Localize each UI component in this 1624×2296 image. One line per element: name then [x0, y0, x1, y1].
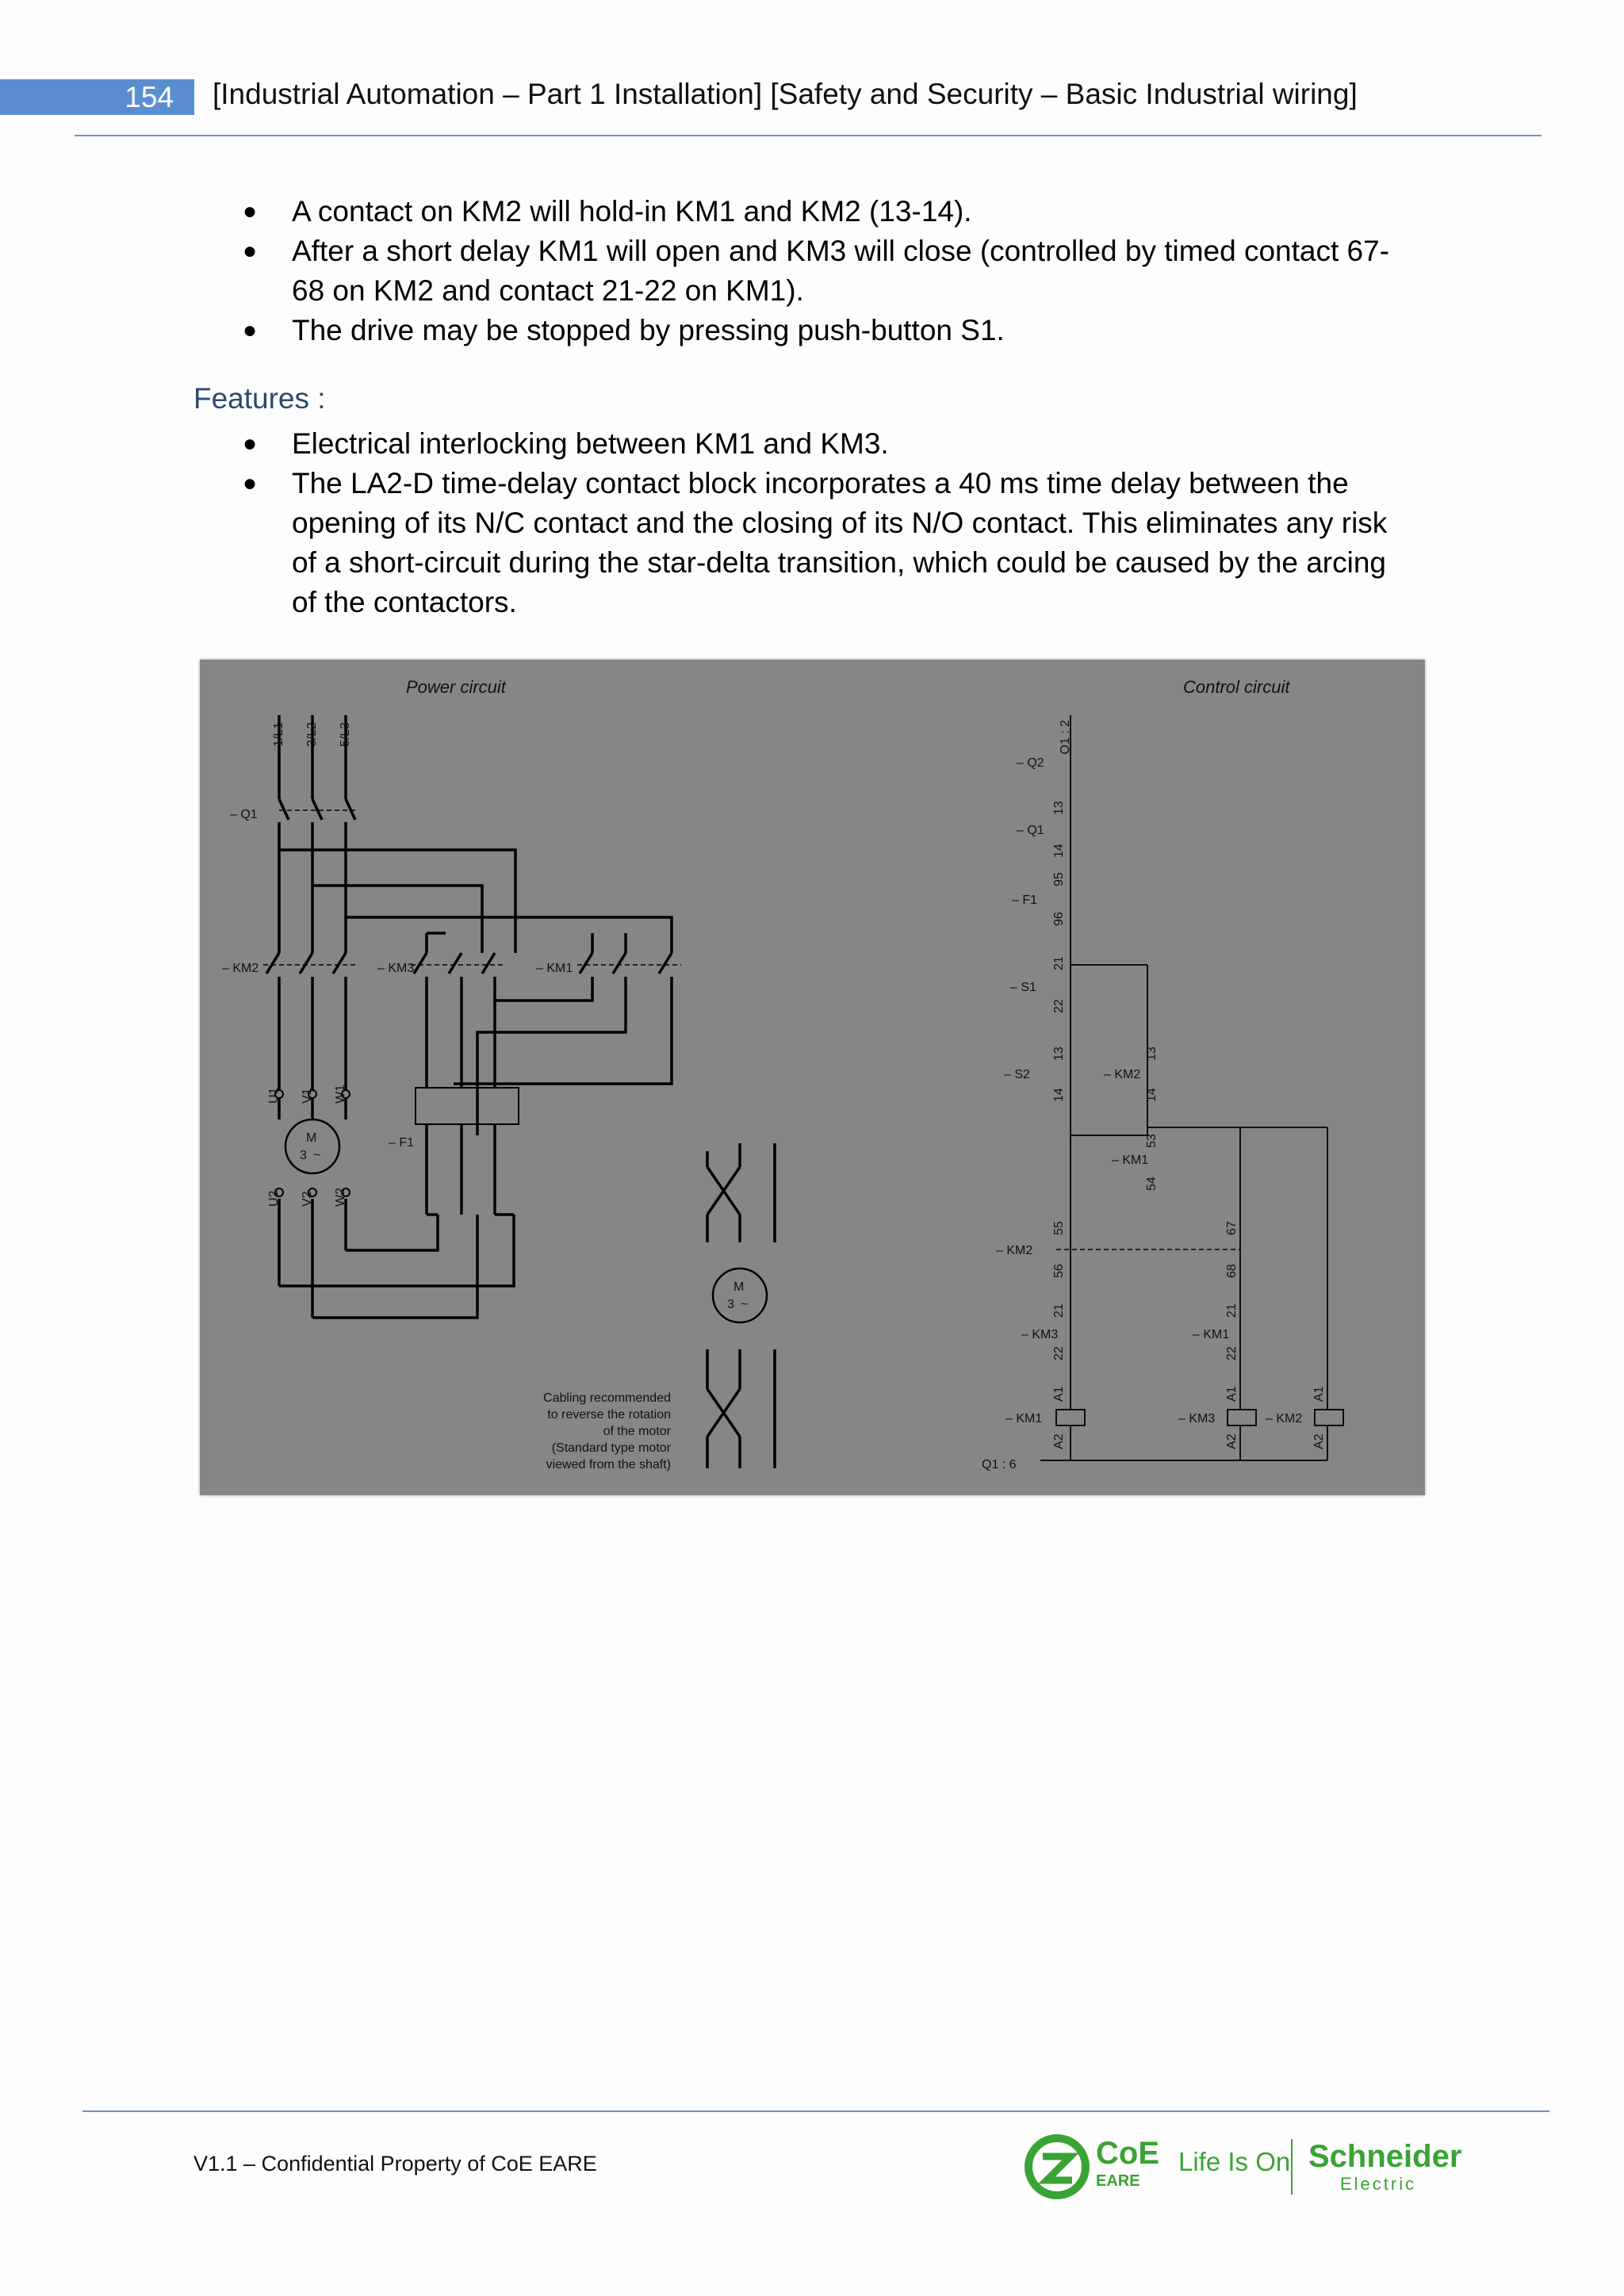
km3-contact-label: – KM3 [1021, 1328, 1059, 1341]
contact-14-label: 14 [1145, 1088, 1159, 1102]
list-item [0, 424, 1442, 464]
contact-55-label: 55 [1052, 1221, 1066, 1235]
u2-label: U2 [267, 1190, 281, 1207]
bullet-icon: ● [243, 430, 258, 457]
km2-label: – KM2 [222, 962, 259, 975]
list-item-text: of a short-circuit during the star-delta transition, which could be caused by the arcing [292, 546, 1387, 579]
contact-14-label: 14 [1052, 844, 1066, 858]
phase-l2-label: 3/L2 [305, 721, 319, 747]
km1-nc-label: – KM1 [1193, 1328, 1230, 1341]
v1-label: V1 [301, 1088, 314, 1104]
bullet-icon: ● [243, 470, 258, 496]
cabling-note-line: to reverse the rotation [547, 1408, 671, 1422]
f1-control-label: – F1 [1012, 894, 1038, 907]
phase-labels [272, 722, 352, 747]
phase-l3-label: 5/L3 [339, 721, 352, 747]
motor-m-label: M [306, 1131, 317, 1145]
header-title: [Industrial Automation – Part 1 Installation] [Safety and Security – Basic Industrial wiring] [213, 78, 1358, 110]
control-wires [1040, 715, 1343, 1460]
list-item [0, 464, 1442, 622]
list-item [0, 192, 1442, 232]
s2-label: – S2 [1004, 1068, 1030, 1081]
bullet-list-procedure [0, 192, 1442, 350]
list-item-text: A contact on KM2 will hold-in KM1 and KM2 (13-14). [292, 195, 972, 228]
km2-coil-label: – KM2 [1266, 1412, 1303, 1425]
page-number-text: 154 [124, 80, 174, 113]
contact-numbers [1052, 801, 1326, 1449]
list-item-text: After a short delay KM1 will open and KM3 will close (controlled by timed contact 67- [292, 235, 1390, 267]
w1-label: W1 [334, 1085, 347, 1104]
cabling-note-line: (Standard type motor [551, 1441, 671, 1455]
motor2-3-label: 3 [727, 1298, 734, 1311]
contact-95-label: 95 [1052, 872, 1066, 886]
cabling-note-line: of the motor [603, 1425, 671, 1438]
contact-22-label: 22 [1052, 1346, 1066, 1360]
w2-label: W2 [334, 1188, 347, 1207]
contact-56-label: 56 [1052, 1264, 1066, 1278]
header-divider [75, 135, 1542, 136]
motor-tilde-label: ~ [313, 1149, 321, 1162]
coe-logo-icon [1023, 2133, 1091, 2201]
contact-54-label: 54 [1145, 1177, 1159, 1191]
power-wires [266, 715, 672, 1318]
list-item [0, 311, 1442, 350]
contact-14-label: 14 [1052, 1088, 1066, 1102]
f1-label: – F1 [389, 1136, 415, 1150]
list-item-text: of the contactors. [292, 586, 517, 618]
q2-label: – Q2 [1017, 756, 1044, 770]
contact-22-label: 22 [1052, 999, 1066, 1013]
q1-control-label: – Q1 [1017, 824, 1044, 837]
motor-icon [285, 1119, 339, 1173]
coil-a2-label: A2 [1225, 1433, 1239, 1449]
coil-a1-label: A1 [1312, 1386, 1326, 1402]
contact-96-label: 96 [1052, 912, 1066, 926]
u1-label: U1 [267, 1087, 281, 1104]
contact-21-label: 21 [1052, 956, 1066, 970]
features-heading: Features : [193, 382, 326, 415]
coil-a1-label: A1 [1225, 1386, 1239, 1402]
footer-logos [1023, 2133, 1467, 2204]
schneider-logo-text: Schneider [1308, 2139, 1462, 2174]
contact-13-label: 13 [1052, 1047, 1066, 1061]
list-item-text: 68 on KM2 and contact 21-22 on KM1). [292, 274, 804, 307]
q1-2-label: Q1 : 2 [1059, 720, 1072, 755]
cabling-note-line: Cabling recommended [543, 1391, 671, 1405]
mechanical-links [263, 810, 1240, 1249]
km2-timed-label: – KM2 [996, 1244, 1033, 1257]
coil-a2-label: A2 [1052, 1433, 1066, 1449]
bullet-icon: ● [243, 238, 258, 264]
eare-logo-text: EARE [1096, 2172, 1140, 2190]
life-is-on-text: Life Is On [1178, 2147, 1291, 2176]
contact-13-label: 13 [1052, 801, 1066, 815]
km1-coil-label: – KM1 [1005, 1412, 1043, 1425]
power-circuit-title: Power circuit [406, 677, 506, 697]
contact-67-label: 67 [1225, 1221, 1239, 1235]
list-item-text: opening of its N/C contact and the closing of its N/O contact. This eliminates any risk [292, 507, 1388, 539]
bullet-icon: ● [243, 198, 258, 224]
control-circuit-title: Control circuit [1183, 677, 1290, 697]
footer-divider [82, 2110, 1549, 2112]
logo-divider [1291, 2139, 1293, 2195]
coil-a2-label: A2 [1312, 1433, 1326, 1449]
coe-logo-text: CoE [1096, 2136, 1159, 2171]
motor2-tilde-label: ~ [741, 1298, 749, 1311]
motor-icon [713, 1269, 767, 1322]
coil-a1-label: A1 [1052, 1386, 1066, 1402]
q1-6-label: Q1 : 6 [982, 1458, 1017, 1471]
km3-label: – KM3 [377, 962, 415, 975]
contact-53-label: 53 [1145, 1134, 1159, 1148]
list-item [0, 232, 1442, 311]
s1-label: – S1 [1010, 981, 1036, 994]
bullet-list-features [0, 424, 1442, 622]
contact-13-label: 13 [1145, 1047, 1159, 1061]
q1-label: – Q1 [230, 808, 258, 821]
contact-22-label: 22 [1225, 1346, 1239, 1360]
list-item-text: The LA2-D time-delay contact block incorporates a 40 ms time delay between the [292, 467, 1349, 499]
contact-21-label: 21 [1225, 1303, 1239, 1318]
footer-text: V1.1 – Confidential Property of CoE EARE [193, 2152, 597, 2175]
motor-3-label: 3 [300, 1149, 307, 1162]
list-item-text: The drive may be stopped by pressing push-button S1. [292, 314, 1005, 346]
km3-coil-label: – KM3 [1178, 1412, 1216, 1425]
contact-68-label: 68 [1225, 1264, 1239, 1278]
cabling-note [543, 1391, 672, 1471]
electric-logo-text: Electric [1340, 2174, 1417, 2194]
km1-label: – KM1 [536, 962, 573, 975]
phase-l1-label: 1/L1 [272, 721, 285, 747]
motor2-m-label: M [733, 1280, 745, 1294]
page-number [0, 79, 194, 115]
cabling-note-line: viewed from the shaft) [546, 1458, 671, 1471]
km1-contact-label: – KM1 [1112, 1154, 1149, 1167]
list-item-text: Electrical interlocking between KM1 and KM3. [292, 427, 889, 460]
v2-label: V2 [301, 1191, 314, 1207]
bullet-icon: ● [243, 317, 258, 343]
star-delta-wiring-diagram [200, 660, 1425, 1495]
contact-21-label: 21 [1052, 1303, 1066, 1318]
km2-control-label: – KM2 [1104, 1068, 1141, 1081]
diagram-svg [200, 660, 1425, 1495]
